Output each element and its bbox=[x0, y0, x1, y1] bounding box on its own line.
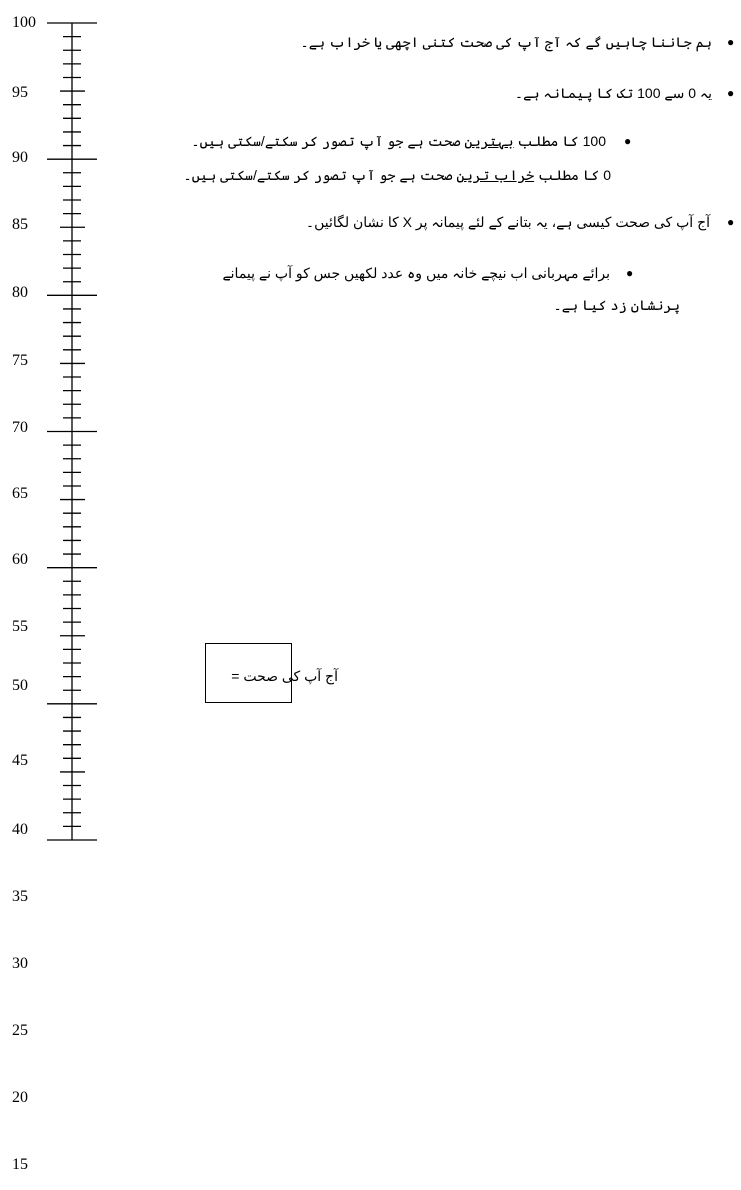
scale-label-50: 50 bbox=[12, 677, 28, 694]
scale-label-100: 100 bbox=[12, 14, 36, 31]
instruction-line-6: برائے مہربانی اب نیچے خانہ میں وہ عدد لکھیں جس کو آپ نے پیمانے bbox=[222, 265, 610, 281]
text: صحت ہے جو آپ تصور کر سکتے/سکتی ہیں۔ bbox=[183, 167, 457, 183]
scale-label-75: 75 bbox=[12, 352, 28, 369]
instruction-line-3 bbox=[191, 132, 606, 150]
bullet: ● bbox=[624, 134, 632, 148]
scale-label-55: 55 bbox=[12, 618, 28, 635]
scale-label-85: 85 bbox=[12, 216, 28, 233]
scale-label-30: 30 bbox=[12, 955, 28, 972]
bullet: ● bbox=[626, 266, 634, 280]
scale-label-15: 15 bbox=[12, 1156, 28, 1173]
scale-label-25: 25 bbox=[12, 1022, 28, 1039]
bullet: ● bbox=[727, 35, 735, 49]
health-today-label: آج آپ کی صحت = bbox=[231, 668, 338, 684]
scale-label-90: 90 bbox=[12, 149, 28, 166]
underlined-text: بہترین bbox=[464, 133, 514, 149]
instruction-line-7: پرنشان زد کیا ہے۔ bbox=[553, 297, 680, 313]
scale-label-70: 70 bbox=[12, 419, 28, 436]
scale-label-95: 95 bbox=[12, 84, 28, 101]
bullet: ● bbox=[727, 86, 735, 100]
instruction-line-5: آج آپ کی صحت کیسی ہے، یہ بتانے کے لئے پیمانہ پر X کا نشان لگائیں۔ bbox=[305, 214, 710, 230]
instruction-line-2: یہ 0 سے 100 تک کا پیمانہ ہے۔ bbox=[514, 85, 712, 101]
scale-label-60: 60 bbox=[12, 551, 28, 568]
text: صحت ہے جو آپ تصور کر سکتے/سکتی ہیں۔ bbox=[191, 133, 465, 149]
bullet: ● bbox=[727, 215, 735, 229]
scale-label-80: 80 bbox=[12, 284, 28, 301]
text: 100 کا مطلب bbox=[513, 133, 606, 149]
scale-label-40: 40 bbox=[12, 821, 28, 838]
scale-label-20: 20 bbox=[12, 1089, 28, 1106]
text: 0 کا مطلب bbox=[534, 167, 611, 183]
instruction-line-4 bbox=[183, 166, 611, 184]
scale-label-65: 65 bbox=[12, 485, 28, 502]
instruction-line-1: ہم جاننا چاہیں گے کہ آج آپ کی صحت کتنی اچھی یا خراب ہے۔ bbox=[300, 34, 712, 50]
scale-label-35: 35 bbox=[12, 888, 28, 905]
underlined-text: خراب ترین bbox=[456, 167, 535, 183]
scale-label-45: 45 bbox=[12, 752, 28, 769]
